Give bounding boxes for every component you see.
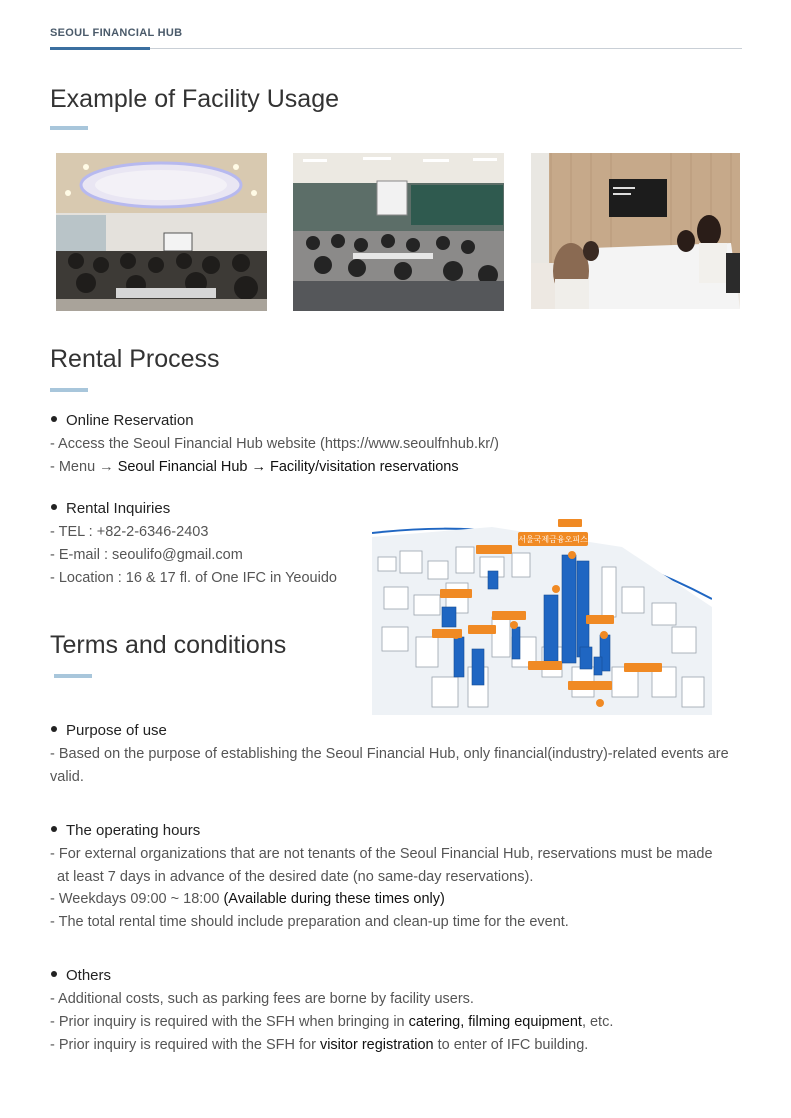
bullet-dot [51, 726, 57, 732]
others-3-prefix: - Prior inquiry is required with the SFH for [50, 1037, 320, 1053]
inquiries-location: - Location : 16 & 17 fl. of One IFC in Yeouido [50, 570, 337, 586]
map-main-label: 서울국제금융오피스 [518, 535, 588, 544]
bullet-dot [51, 416, 57, 422]
header-accent-bar [50, 47, 150, 50]
others-line-1: - Additional costs, such as parking fees are borne by facility users. [50, 991, 474, 1007]
others-line-2 [50, 1011, 613, 1034]
usage-title-bar [50, 126, 88, 130]
header-label: SEOUL FINANCIAL HUB [50, 27, 183, 39]
inquiries-tel: - TEL : +82-2-6346-2403 [50, 524, 209, 540]
hours-line-2: at least 7 days in advance of the desired date (no same-day reservations). [57, 869, 534, 885]
inquiries-email: - E-mail : seoulifo@gmail.com [50, 547, 243, 563]
terms-title-bar [54, 674, 92, 678]
bullet-dot [51, 971, 57, 977]
others-3-suffix: to enter of IFC building. [433, 1037, 589, 1053]
hours-line-1: - For external organizations that are not tenants of the Seoul Financial Hub, reservations must be made [50, 846, 713, 862]
heading-text: The operating hours [66, 822, 201, 839]
location-map [372, 517, 712, 715]
rental-title-bar [50, 388, 88, 392]
header-rule [50, 48, 742, 49]
hours-emphasis: (Available during these times only) [223, 891, 445, 907]
usage-title: Example of Facility Usage [50, 85, 340, 113]
photo-lecture-hall [293, 153, 504, 311]
heading-text: Online Reservation [66, 412, 194, 429]
others-2-prefix: - Prior inquiry is required with the SFH when bringing in [50, 1014, 409, 1030]
terms-title: Terms and conditions [50, 631, 287, 659]
purpose-heading [51, 722, 167, 739]
heading-text: Purpose of use [66, 722, 167, 739]
online-reservation-heading [51, 412, 194, 429]
bullet-dot [51, 504, 57, 510]
menu-prefix: - Menu → [50, 459, 118, 475]
rental-title: Rental Process [50, 345, 220, 373]
photo-meeting-room [531, 153, 740, 309]
online-line-website: - Access the Seoul Financial Hub website (https://www.seoulfnhub.kr/) [50, 436, 499, 452]
others-2-suffix: , etc. [581, 1014, 614, 1030]
photo-seminar-room [56, 153, 267, 311]
purpose-text: - Based on the purpose of establishing the Seoul Financial Hub, only financial(industry)-related events are valid. [50, 746, 729, 785]
hours-heading [51, 822, 200, 839]
others-line-3 [50, 1034, 588, 1057]
others-heading [51, 967, 111, 984]
hours-line-3 [50, 888, 445, 911]
heading-text: Others [66, 967, 112, 984]
others-2-emphasis: catering, filming equipment [408, 1014, 582, 1030]
menu-path: Seoul Financial Hub → Facility/visitation reservations [117, 459, 459, 475]
heading-text: Rental Inquiries [66, 500, 171, 517]
rental-inquiries-heading [51, 500, 170, 517]
bullet-dot [51, 826, 57, 832]
hours-line-4: - The total rental time should include preparation and clean-up time for the event. [50, 914, 569, 930]
others-3-emphasis: visitor registration [319, 1037, 434, 1053]
online-line-menu [50, 456, 459, 479]
hours-prefix: - Weekdays 09:00 ~ 18:00 [50, 891, 224, 907]
